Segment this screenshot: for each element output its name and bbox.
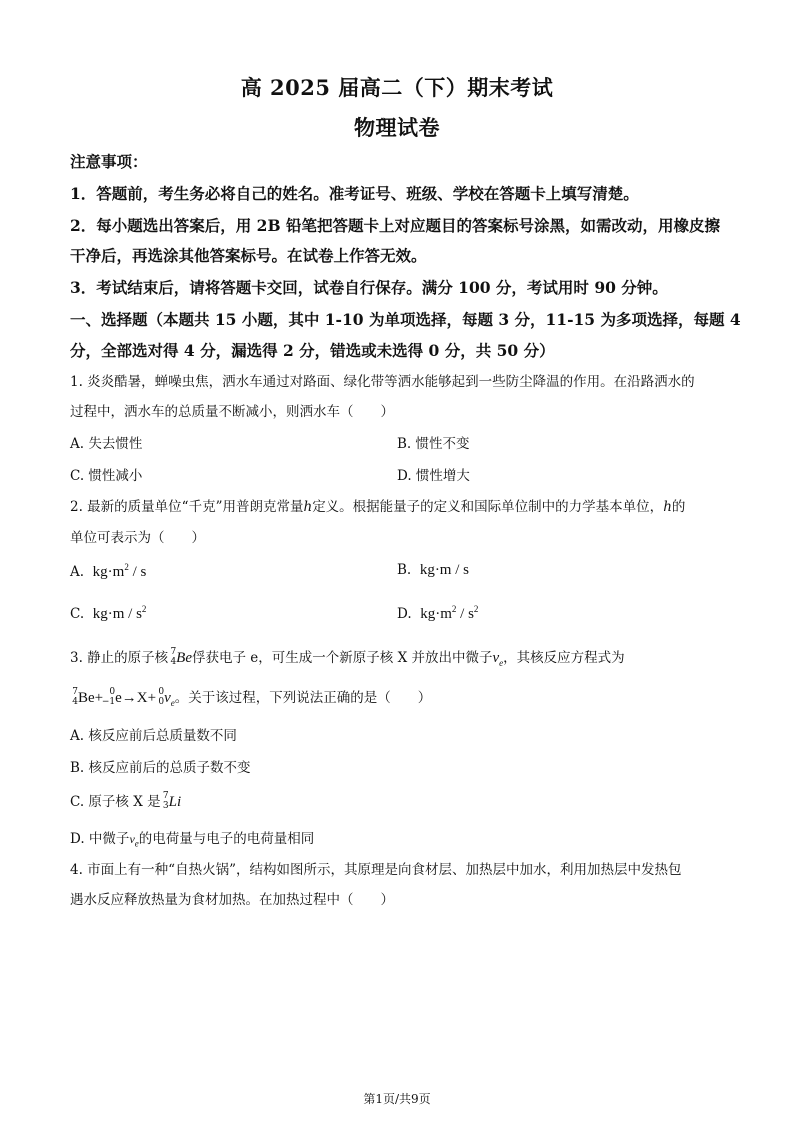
q2-option-a-label: A. [70, 564, 85, 580]
note-item-3: 3．考试结束后，请将答题卡交回，试卷自行保存。满分 100 分，考试用时 90 分钟。 [70, 278, 668, 297]
q3-equation [70, 686, 431, 708]
q3-option-d: D. 中微子$\nu_e$的电荷量与电子的电荷量相同 [70, 831, 315, 849]
q2-stem-part2: 定义。根据能量子的定义和国际单位制中的力学基本单位， [312, 499, 664, 515]
q2-option-c [70, 604, 146, 623]
q3-option-a: A. 核反应前后总质量数不同 [70, 728, 237, 744]
q2-option-b-unit: kg·m / s [419, 562, 469, 578]
neutrino-symbol: $\nu_e$ [492, 650, 504, 668]
q3-option-b: B. 核反应前后的总质子数不变 [70, 760, 251, 776]
planck-symbol-2: h [663, 499, 672, 515]
q3-option-c: C. 原子核 X 是 7 3 Li [70, 791, 182, 811]
planck-symbol: h [303, 499, 313, 515]
q3-stem-part1: 3. 静止的原子核 [70, 650, 169, 666]
li-symbol: Li [168, 794, 182, 810]
q4-stem: 4. 市面上有一种“自热火锅”，结构如图所示，其原理是向食材层、加热层中加水，利用加热层中发热包 [70, 862, 682, 878]
q2-option-b-label: B. [397, 562, 412, 578]
q2-option-c-label: C. [70, 606, 85, 622]
q3-stem-part3: ，其核反应方程式为 [503, 650, 625, 666]
note-item-2-cont: 干净后，再选涂其他答案标号。在试卷上作答无效。 [70, 246, 427, 265]
eq-arrow: → [121, 690, 137, 706]
q1-stem-cont: 过程中，洒水车的总质量不断减小，则洒水车（ ） [70, 404, 394, 420]
q1-option-b: B. 惯性不变 [397, 436, 470, 452]
li-nuclide-numbers: 7 3 [162, 791, 169, 811]
eq-be-numbers: 7 4 [72, 687, 78, 707]
q2-stem-part3: 的 [671, 499, 686, 515]
eq-neutrino: $\nu_e$ [164, 690, 175, 708]
be-symbol: Be [176, 650, 192, 666]
q2-stem-part1: 2. 最新的质量单位“千克”用普朗克常量 [70, 499, 304, 515]
q1-option-d: D. 惯性增大 [397, 468, 470, 484]
eq-electron: e [115, 690, 122, 706]
q4-stem-cont: 遇水反应释放热量为食材加热。在加热过程中（ ） [70, 892, 394, 908]
q2-option-c-unit: $kg\cdot m / s^2$ [92, 604, 147, 622]
eq-neutrino-numbers: 0 0 [158, 687, 165, 707]
q3-stem-part2: 俘获电子 e，可生成一个新原子核 X 并放出中微子 [192, 650, 493, 666]
q2-option-a-unit: $kg\cdot m^2 / s$ [92, 562, 147, 580]
page-number: 第1页/共9页 [363, 1092, 431, 1106]
q3-question: 。关于该过程，下列说法正确的是（ ） [174, 690, 432, 706]
q2-option-b [397, 562, 469, 579]
exam-title: 高 2025 届高二（下）期末考试 [240, 75, 554, 100]
q2-option-d-unit: $kg\cdot m^2 / s^2$ [420, 604, 479, 622]
subject-title: 物理试卷 [354, 115, 440, 140]
d-neutrino-symbol: $\nu_e$ [129, 832, 139, 849]
eq-electron-numbers: 0 −1 [101, 687, 116, 707]
q3-stem [70, 646, 625, 668]
q1-option-a: A. 失去惯性 [70, 436, 143, 452]
q1-option-c: C. 惯性减小 [70, 468, 143, 484]
q2-stem [70, 495, 685, 515]
q2-option-d-label: D. [397, 606, 412, 622]
q2-option-a [70, 562, 146, 581]
eq-x: X+ [136, 690, 157, 706]
q2-stem-cont: 单位可表示为（ ） [70, 530, 205, 546]
eq-be: Be+ [78, 690, 104, 706]
notes-heading: 注意事项： [70, 152, 148, 171]
section-1-heading: 一、选择题（本题共 15 小题，其中 1-10 为单项选择，每题 3 分，11-15 为多项选择，每题 4 [70, 310, 741, 329]
section-1-heading-cont: 分，全部选对得 4 分，漏选得 2 分，错选或未选得 0 分，共 50 分） [70, 341, 555, 360]
be-nuclide-numbers: 7 4 [170, 647, 177, 667]
note-item-1: 1．答题前，考生务必将自己的姓名。准考证号、班级、学校在答题卡上填写清楚。 [70, 184, 639, 203]
note-item-2: 2．每小题选出答案后，用 2B 铅笔把答题卡上对应题目的答案标号涂黑，如需改动，用橡皮擦 [70, 216, 720, 235]
q1-stem: 1. 炎炎酷暑，蝉噪虫焦，洒水车通过对路面、绿化带等洒水能够起到一些防尘降温的作用。在沿路洒水的 [70, 374, 695, 390]
q2-option-d [397, 604, 478, 623]
